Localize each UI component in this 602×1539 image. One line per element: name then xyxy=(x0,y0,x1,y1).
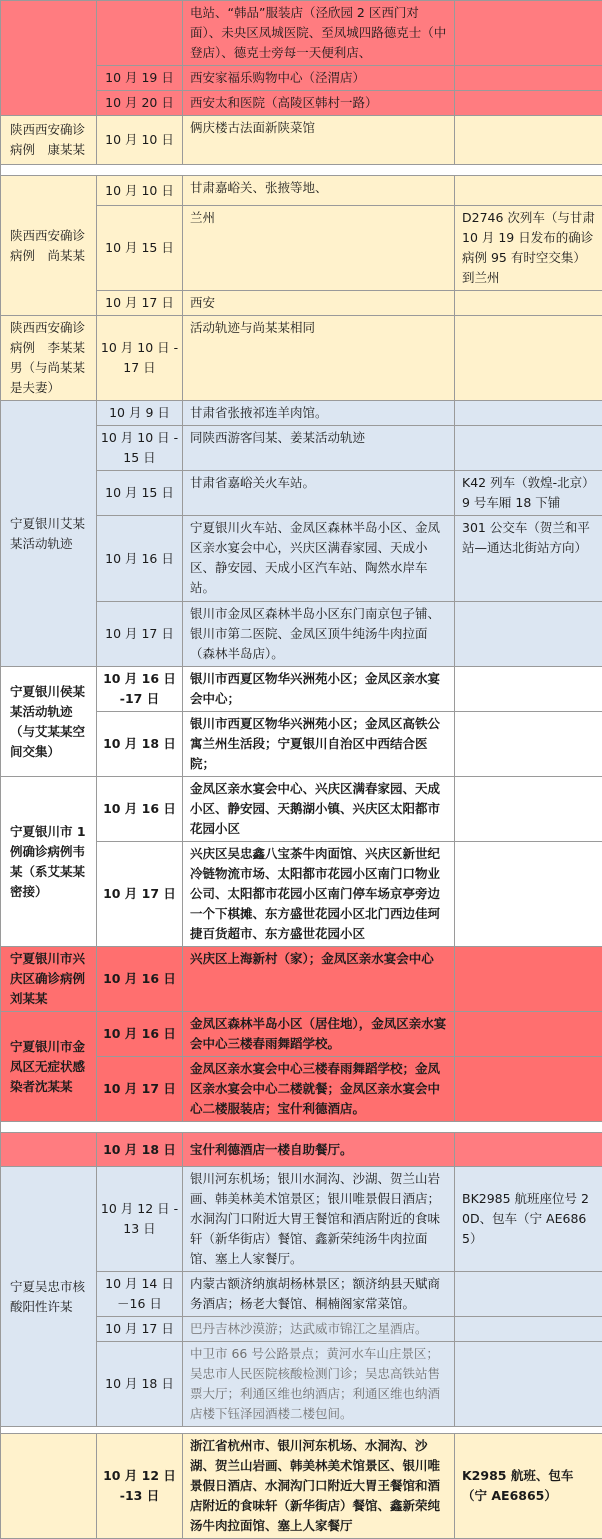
note-cell: K2985 航班、包车（宁 AE6865） xyxy=(455,1434,602,1539)
place-cell: 活动轨迹与尚某某相同 xyxy=(183,316,455,401)
note-cell xyxy=(455,401,602,426)
date-cell: 10 月 17 日 xyxy=(97,842,183,947)
place-cell: 俩庆楼古法面新陕菜馆 xyxy=(183,116,455,165)
person-cell xyxy=(1,1,97,116)
note-cell xyxy=(455,426,602,471)
person-cell: 宁夏银川市兴庆区确诊病例刘某某 xyxy=(1,947,97,1012)
place-cell: 宁夏银川火车站、金凤区森林半岛小区、金凤区亲水宴会中心，兴庆区满春家园、天成小区、静安园、天成小区汽车站、陶然水岸车站。 xyxy=(183,516,455,602)
note-cell xyxy=(455,777,602,842)
table-row xyxy=(1,777,602,842)
date-cell: 10 月 15 日 xyxy=(97,206,183,291)
note-cell xyxy=(455,1272,602,1317)
place-cell: 电站、“韩品”服装店（泾欣园 2 区西门对面）、未央区凤城医院、至凤城四路德克士（中登店）、德克士旁每一天便利店、 xyxy=(183,1,455,66)
place-cell: 甘肃省张掖祁连羊肉馆。 xyxy=(183,401,455,426)
note-cell: D2746 次列车（与甘肃 10 月 19 日发布的确诊病例 95 有时空交集）到兰州 xyxy=(455,206,602,291)
note-cell xyxy=(455,842,602,947)
table-row xyxy=(1,1,602,66)
note-cell xyxy=(455,316,602,401)
person-cell: 宁夏银川市 1 例确诊病例韦某（系艾某某密接） xyxy=(1,777,97,947)
place-cell: 甘肃嘉峪关、张掖等地、 xyxy=(183,176,455,206)
date-cell: 10 月 19 日 xyxy=(97,66,183,91)
place-cell: 内蒙古额济纳旗胡杨林景区；额济纳县天赋商务酒店；杨老大餐馆、桐楠阁家常菜馆。 xyxy=(183,1272,455,1317)
note-cell xyxy=(455,667,602,712)
section-gap xyxy=(1,1122,602,1133)
note-cell xyxy=(455,291,602,316)
table-row xyxy=(1,116,602,165)
note-cell xyxy=(455,91,602,116)
table-row xyxy=(1,1133,602,1167)
date-cell: 10 月 18 日 xyxy=(97,1342,183,1427)
note-cell xyxy=(455,1133,602,1167)
place-cell: 甘肃省嘉峪关火车站。 xyxy=(183,471,455,516)
date-cell: 10 月 10 日 xyxy=(97,116,183,165)
date-cell: 10 月 16 日 xyxy=(97,947,183,1012)
place-cell: 巴丹吉林沙漠游；达武威市锦江之星酒店。 xyxy=(183,1317,455,1342)
date-cell: 10 月 16 日 -17 日 xyxy=(97,667,183,712)
table-row xyxy=(1,316,602,401)
person-cell: 宁夏银川艾某某活动轨迹 xyxy=(1,401,97,667)
person-cell: 陕西西安确诊病例 尚某某 xyxy=(1,176,97,316)
date-cell: 10 月 17 日 xyxy=(97,1057,183,1122)
place-cell: 银川市金凤区森林半岛小区东门南京包子铺、银川市第二医院、金凤区顶牛纯汤牛肉拉面（森林半岛店）。 xyxy=(183,602,455,667)
place-cell: 兴庆区吴忠鑫八宝茶牛肉面馆、兴庆区新世纪冷链物流市场、太阳都市花园小区南门口物业公司、太阳都市花园小区南门停车场京亭旁边一个下棋摊、东方盛世花园小区北门西边佳珂捷百货超市、东方盛世花园小区 xyxy=(183,842,455,947)
place-cell: 金凤区亲水宴会中心、兴庆区满春家园、天成小区、静安园、天鹅湖小镇、兴庆区太阳都市花园小区 xyxy=(183,777,455,842)
place-cell: 西安太和医院（高陵区韩村一路） xyxy=(183,91,455,116)
table-row xyxy=(1,947,602,1012)
table-row xyxy=(1,1167,602,1272)
note-cell xyxy=(455,116,602,165)
place-cell: 西安家福乐购物中心（泾渭店） xyxy=(183,66,455,91)
table-row xyxy=(1,176,602,206)
note-cell: BK2985 航班座位号 20D、包车（宁 AE6865） xyxy=(455,1167,602,1272)
person-cell xyxy=(1,1434,97,1539)
date-cell: 10 月 10 日 xyxy=(97,176,183,206)
date-cell: 10 月 12 日 -13 日 xyxy=(97,1167,183,1272)
person-cell: 陕西西安确诊病例 李某某男（与尚某某是夫妻） xyxy=(1,316,97,401)
date-cell: 10 月 18 日 xyxy=(97,1133,183,1167)
date-cell: 10 月 10 日 -17 日 xyxy=(97,316,183,401)
note-cell xyxy=(455,66,602,91)
person-cell: 宁夏银川侯某某活动轨迹（与艾某某空间交集） xyxy=(1,667,97,777)
table-row xyxy=(1,401,602,426)
note-cell xyxy=(455,1057,602,1122)
date-cell: 10 月 16 日 xyxy=(97,1012,183,1057)
table-row xyxy=(1,1434,602,1539)
date-cell: 10 月 18 日 xyxy=(97,712,183,777)
place-cell: 银川河东机场；银川水洞沟、沙湖、贺兰山岩画、韩美林美术馆景区；银川唯景假日酒店；水洞沟门口附近大胃王餐馆和酒店附近的食味轩（新华街店）餐馆、鑫新荣纯汤牛肉拉面馆、塞上人家餐厅。 xyxy=(183,1167,455,1272)
person-cell xyxy=(1,1133,97,1167)
note-cell xyxy=(455,602,602,667)
place-cell: 银川市西夏区物华兴洲苑小区；金凤区亲水宴会中心； xyxy=(183,667,455,712)
section-gap xyxy=(1,1427,602,1434)
date-cell: 10 月 17 日 xyxy=(97,602,183,667)
place-cell: 西安 xyxy=(183,291,455,316)
note-cell xyxy=(455,1342,602,1427)
date-cell: 10 月 9 日 xyxy=(97,401,183,426)
date-cell: 10 月 17 日 xyxy=(97,291,183,316)
place-cell: 金凤区森林半岛小区（居住地），金凤区亲水宴会中心三楼春雨舞蹈学校。 xyxy=(183,1012,455,1057)
place-cell: 兴庆区上海新村（家）；金凤区亲水宴会中心 xyxy=(183,947,455,1012)
date-cell: 10 月 17 日 xyxy=(97,1317,183,1342)
place-cell: 中卫市 66 号公路景点；黄河水车山庄景区；吴忠市人民医院核酸检测门诊；吴忠高铁站售票大厅；利通区维也纳酒店；利通区维也纳酒店楼下钰泽园酒楼二楼包间。 xyxy=(183,1342,455,1427)
date-cell: 10 月 14 日 －16 日 xyxy=(97,1272,183,1317)
note-cell xyxy=(455,1,602,66)
note-cell xyxy=(455,1317,602,1342)
place-cell: 银川市西夏区物华兴洲苑小区；金凤区高铁公寓兰州生活段；宁夏银川自治区中西结合医院； xyxy=(183,712,455,777)
table-row xyxy=(1,1012,602,1057)
note-cell xyxy=(455,176,602,206)
person-cell: 宁夏吴忠市核酸阳性许某 xyxy=(1,1167,97,1427)
place-cell: 兰州 xyxy=(183,206,455,291)
date-cell: 10 月 15 日 xyxy=(97,471,183,516)
date-cell: 10 月 16 日 xyxy=(97,516,183,602)
place-cell: 宝什利德酒店一楼自助餐厅。 xyxy=(183,1133,455,1167)
note-cell xyxy=(455,947,602,1012)
place-cell: 金凤区亲水宴会中心三楼春雨舞蹈学校；金凤区亲水宴会中心二楼就餐；金凤区亲水宴会中心二楼服装店；宝什利德酒店。 xyxy=(183,1057,455,1122)
person-cell: 陕西西安确诊病例 康某某 xyxy=(1,116,97,165)
table-row xyxy=(1,667,602,712)
note-cell xyxy=(455,1012,602,1057)
place-cell: 浙江省杭州市、银川河东机场、水洞沟、沙湖、贺兰山岩画、韩美林美术馆景区、银川唯景假日酒店、水洞沟门口附近大胃王餐馆和酒店附近的食味轩（新华街店）餐馆、鑫新荣纯汤牛肉拉面馆、塞上人家餐厅 xyxy=(183,1434,455,1539)
person-cell: 宁夏银川市金凤区无症状感染者沈某某 xyxy=(1,1012,97,1122)
date-cell: 10 月 10 日 -15 日 xyxy=(97,426,183,471)
date-cell xyxy=(97,1,183,66)
date-cell: 10 月 20 日 xyxy=(97,91,183,116)
note-cell: K42 列车（敦煌-北京）9 号车厢 18 下铺 xyxy=(455,471,602,516)
note-cell: 301 公交车（贺兰和平站—通达北街站方向） xyxy=(455,516,602,602)
place-cell: 同陕西游客闫某、姜某活动轨迹 xyxy=(183,426,455,471)
date-cell: 10 月 12 日 -13 日 xyxy=(97,1434,183,1539)
date-cell: 10 月 16 日 xyxy=(97,777,183,842)
section-gap xyxy=(1,165,602,176)
note-cell xyxy=(455,712,602,777)
